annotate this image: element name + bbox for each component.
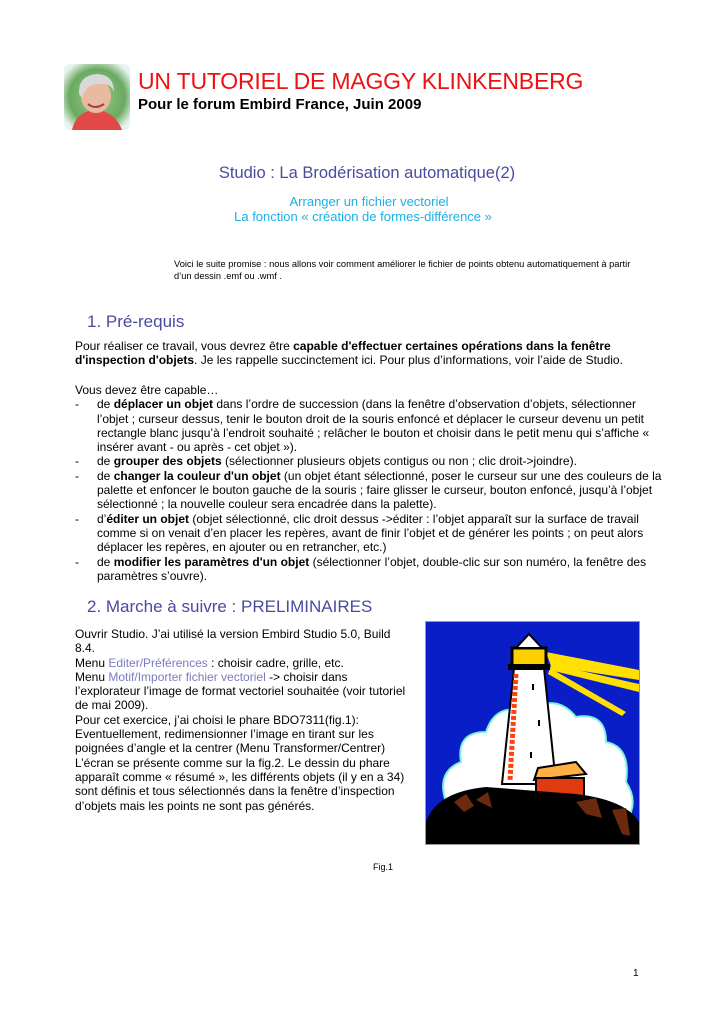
section2-rest: Pour cet exercice, j’ai choisi le phare BDO7311(fig.1): Eventuellement, redimensionner l’image en tirant sur les poignées d’angle et la centrer (Menu Transformer/Centrer) L’écran se présente comme sur la fig.2. Le dessin du phare apparaît comme « résumé », les différents objets (il y en a 34) sont définis et tous sélectionnés dans la fenêtre d’inspection d’objets mais les points ne sont pas générés.	[75, 712, 405, 813]
document-subtitle-line1: Arranger un fichier vectoriel	[289, 194, 449, 209]
item-text: (sélectionner plusieurs objets contigus ou non ; clic droit->joindre).	[221, 454, 577, 469]
section1-para-after: . Je les rappelle succinctement ici. Pour plus d’informations, voir l’aide de Studio.	[194, 353, 623, 368]
lighthouse-icon	[426, 622, 639, 844]
list-item	[75, 469, 665, 512]
menu-word: Menu	[75, 669, 109, 684]
item-prefix: de	[97, 397, 114, 412]
bullet-dash: -	[75, 468, 79, 483]
item-prefix: de	[97, 554, 114, 569]
capabilities-list	[75, 397, 665, 583]
menu-link-editer-preferences: Editer/Préférences	[108, 655, 208, 670]
document-subtitle-line2: La fonction « création de formes-différence »	[234, 209, 492, 224]
author-photo-icon	[64, 64, 130, 130]
list-item	[75, 512, 665, 555]
item-prefix: d’	[97, 511, 107, 526]
item-text: (un objet étant sélectionné, poser le curseur sur une des couleurs de la palette et enfoncer le bouton gauche de la souris ; faire glisser le curseur, bouton enfoncé, jusqu’à l’objet sélectionné ; la nouvelle couleur sera encadrée dans la palette).	[97, 468, 662, 512]
figure-caption: Fig.1	[373, 862, 394, 872]
item-prefix: de	[97, 454, 114, 469]
section2-heading: 2. Marche à suivre : PRELIMINAIRES	[87, 597, 373, 616]
menu1-rest: : choisir cadre, grille, etc.	[207, 655, 344, 670]
intro-paragraph: Voici le suite promise : nous allons voir comment améliorer le fichier de points obtenu automatiquement à partir d’un dessin .emf ou .wmf .	[174, 259, 631, 281]
section2-menu2	[75, 670, 410, 713]
section1-para-bold: capable d'effectuer certaines opérations dans la fenêtre d'inspection d'objets	[75, 339, 611, 368]
list-item	[75, 555, 665, 584]
menu-link-importer-vectoriel: Motif/Importer fichier vectoriel	[108, 669, 266, 684]
section1-para-before: Pour réaliser ce travail, vous devrez être	[75, 339, 294, 353]
section2-line1: Ouvrir Studio. J’ai utilisé la version Embird Studio 5.0, Build 8.4.	[75, 627, 391, 656]
main-title: UN TUTORIEL DE MAGGY KLINKENBERG	[138, 68, 584, 94]
section1-capabilities	[75, 383, 665, 583]
list-item	[75, 397, 665, 454]
list-item	[75, 454, 665, 468]
item-bold: modifier les paramètres d'un objet	[113, 554, 310, 569]
document-title: Studio : La Brodérisation automatique(2)	[218, 164, 516, 182]
item-text: dans l’ordre de succession (dans la fenêtre d’observation d’objets, sélectionner l’objet ; curseur dessus, tenir le bouton droit de la souris enfoncé et déplacer le curseur devenu un petit rectangle blanc jusqu’à l’endroit souhaité ; relâcher le bouton et choisir dans le petit menu qui s’affiche « insérer avant - ou après - cet objet »).	[97, 397, 650, 455]
section2-menu1	[75, 656, 410, 670]
bullet-dash: -	[75, 511, 79, 526]
bullet-dash: -	[75, 554, 79, 569]
bullet-dash: -	[75, 397, 79, 412]
item-text: (sélectionner l’objet, double-clic sur son numéro, la fenêtre des paramètres s’ouvre).	[97, 554, 647, 583]
item-prefix: de	[97, 468, 114, 483]
section1-heading: 1. Pré-requis	[87, 312, 185, 331]
item-bold: changer la couleur d'un objet	[113, 468, 281, 483]
page-number: 1	[633, 968, 639, 979]
item-text: (objet sélectionné, clic droit dessus ->éditer : l’objet apparaît sur la surface de travail comme si on venait d’en placer les repères, avant de finir l’objet et de générer les points ; on peut alors déplacer les repères, en ajouter ou en retrancher, etc.)	[97, 511, 644, 555]
header-subtitle: Pour le forum Embird France, Juin 2009	[138, 96, 422, 113]
capabilities-intro: Vous devez être capable…	[75, 383, 219, 397]
item-bold: déplacer un objet	[113, 397, 214, 412]
section1-paragraph	[75, 339, 665, 368]
figure-lighthouse	[425, 621, 640, 845]
menu2-rest: -> choisir dans l’explorateur l’image de format vectoriel souhaitée (voir tutoriel de mai 2009).	[75, 669, 406, 713]
item-bold: grouper des objets	[113, 454, 222, 469]
section2-paragraph	[75, 627, 410, 813]
item-bold: éditer un objet	[106, 511, 190, 526]
menu-word: Menu	[75, 655, 109, 670]
author-avatar	[64, 64, 130, 130]
bullet-dash: -	[75, 454, 79, 469]
